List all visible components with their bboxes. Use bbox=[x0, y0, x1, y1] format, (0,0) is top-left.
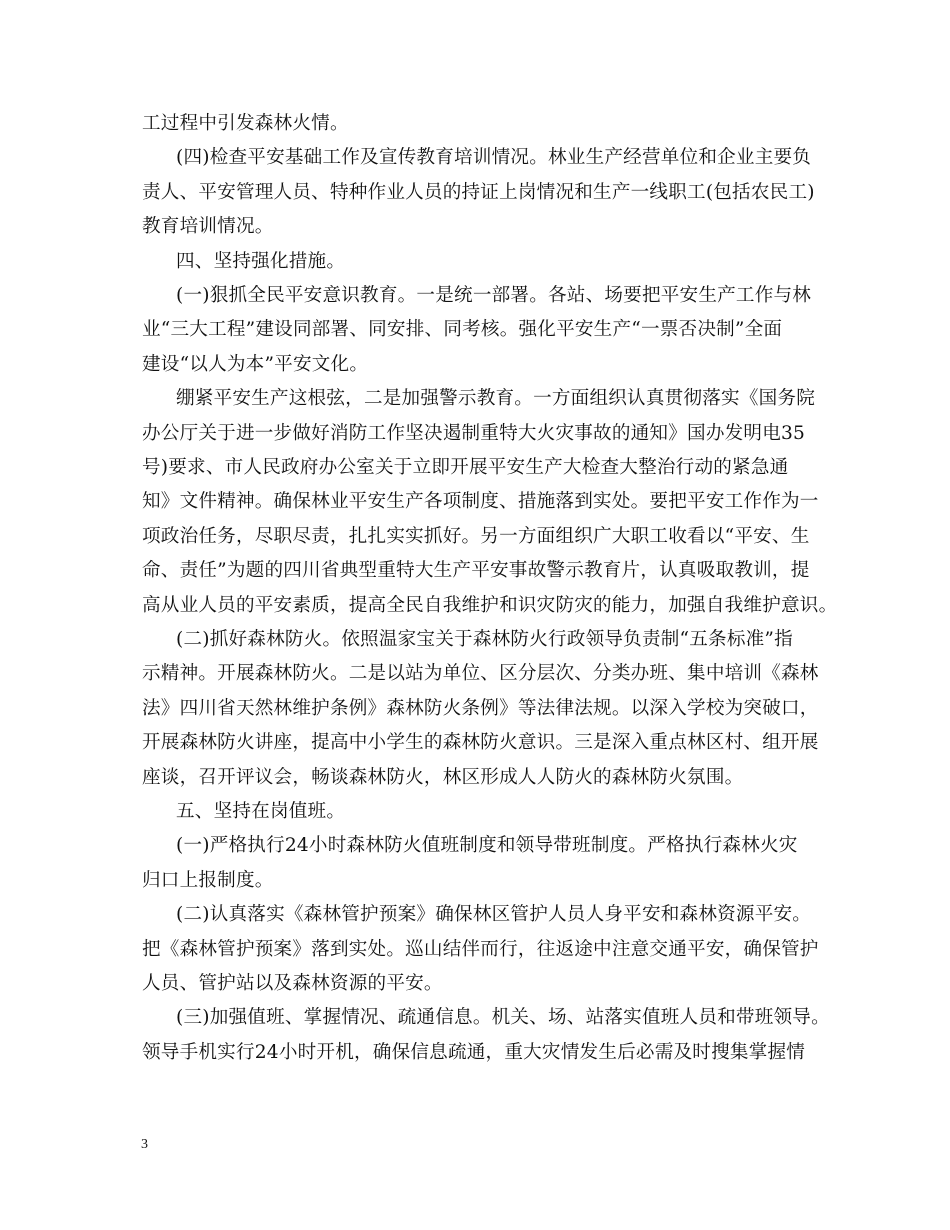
text-line: 归口上报制度。 bbox=[142, 869, 274, 891]
text-line: 座谈，召开评议会，畅谈森林防火，林区形成人人防火的森林防火氛围。 bbox=[142, 766, 744, 788]
text-line: (三)加强值班、掌握情况、疏通信息。机关、场、站落实值班人员和带班领导。 bbox=[176, 1007, 830, 1029]
text-line: 教育培训情况。 bbox=[142, 216, 274, 238]
text-line: 项政治任务，尽职尽责，扎扎实实抓好。另一方面组织广大职工收看以“平安、生 bbox=[142, 525, 810, 547]
text-line: 法》四川省天然林维护条例》森林防火条例》等法律法规。以深入学校为突破口， bbox=[142, 697, 819, 719]
section-heading: 四、坚持强化措施。 bbox=[176, 250, 346, 272]
text-line: 命、责任”为题的四川省典型重特大生产平安事故警示教育片，认真吸取教训，提 bbox=[142, 560, 810, 582]
text-line: 高从业人员的平安素质，提高全民自我维护和识灾防灾的能力，加强自我维护意识。 bbox=[142, 594, 838, 616]
text-line: 办公厅关于进一步做好消防工作坚决遏制重特大火灾事故的通知》国办发明电35 bbox=[142, 422, 806, 444]
text-line: 人员、管护站以及森林资源的平安。 bbox=[142, 973, 443, 994]
text-line: 号)要求、市人民政府办公室关于立即开展平安生产大检查大整治行动的紧急通 bbox=[142, 457, 789, 478]
text-line: 知》文件精神。确保林业平安生产各项制度、措施落到实处。要把平安工作作为一 bbox=[142, 491, 819, 513]
text-line: (二)抓好森林防火。依照温家宝关于森林防火行政领导负责制“五条标准”指 bbox=[176, 629, 793, 650]
text-line: 开展森林防火讲座，提高中小学生的森林防火意识。三是深入重点林区村、组开展 bbox=[142, 732, 819, 754]
text-line: 业“三大工程”建设同部署、同安排、同考核。强化平安生产“一票否决制”全面 bbox=[142, 319, 783, 341]
text-line: (一)狠抓全民平安意识教育。一是统一部署。各站、场要把平安生产工作与林 bbox=[176, 285, 812, 306]
text-line: (二)认真落实《森林管护预案》确保林区管护人员人身平安和森林资源平安。 bbox=[176, 904, 812, 926]
section-heading: 五、坚持在岗值班。 bbox=[176, 801, 346, 822]
text-line: 示精神。开展森林防火。二是以站为单位、区分层次、分类办班、集中培训《森林 bbox=[142, 663, 819, 685]
text-line: 领导手机实行24小时开机，确保信息疏通，重大灾情发生后必需及时搜集掌握情 bbox=[142, 1041, 806, 1063]
text-line: 把《森林管护预案》落到实处。巡山结伴而行，往返途中注意交通平安，确保管护 bbox=[142, 938, 819, 960]
text-line: 绷紧平安生产这根弦，二是加强警示教育。一方面组织认真贯彻落实《国务院 bbox=[176, 388, 815, 410]
text-line: 责人、平安管理人员、特种作业人员的持证上岗情况和生产一线职工(包括农民工) bbox=[142, 181, 815, 203]
text-line: 工过程中引发森林火情。 bbox=[142, 113, 349, 134]
text-line: 建设“以人为本”平安文化。 bbox=[142, 353, 369, 375]
text-line: (四)检查平安基础工作及宣传教育培训情况。林业生产经营单位和企业主要负 bbox=[176, 147, 812, 169]
page-number: 3 bbox=[141, 1137, 148, 1152]
text-line: (一)严格执行24小时森林防火值班制度和领导带班制度。严格执行森林火灾 bbox=[176, 835, 798, 857]
